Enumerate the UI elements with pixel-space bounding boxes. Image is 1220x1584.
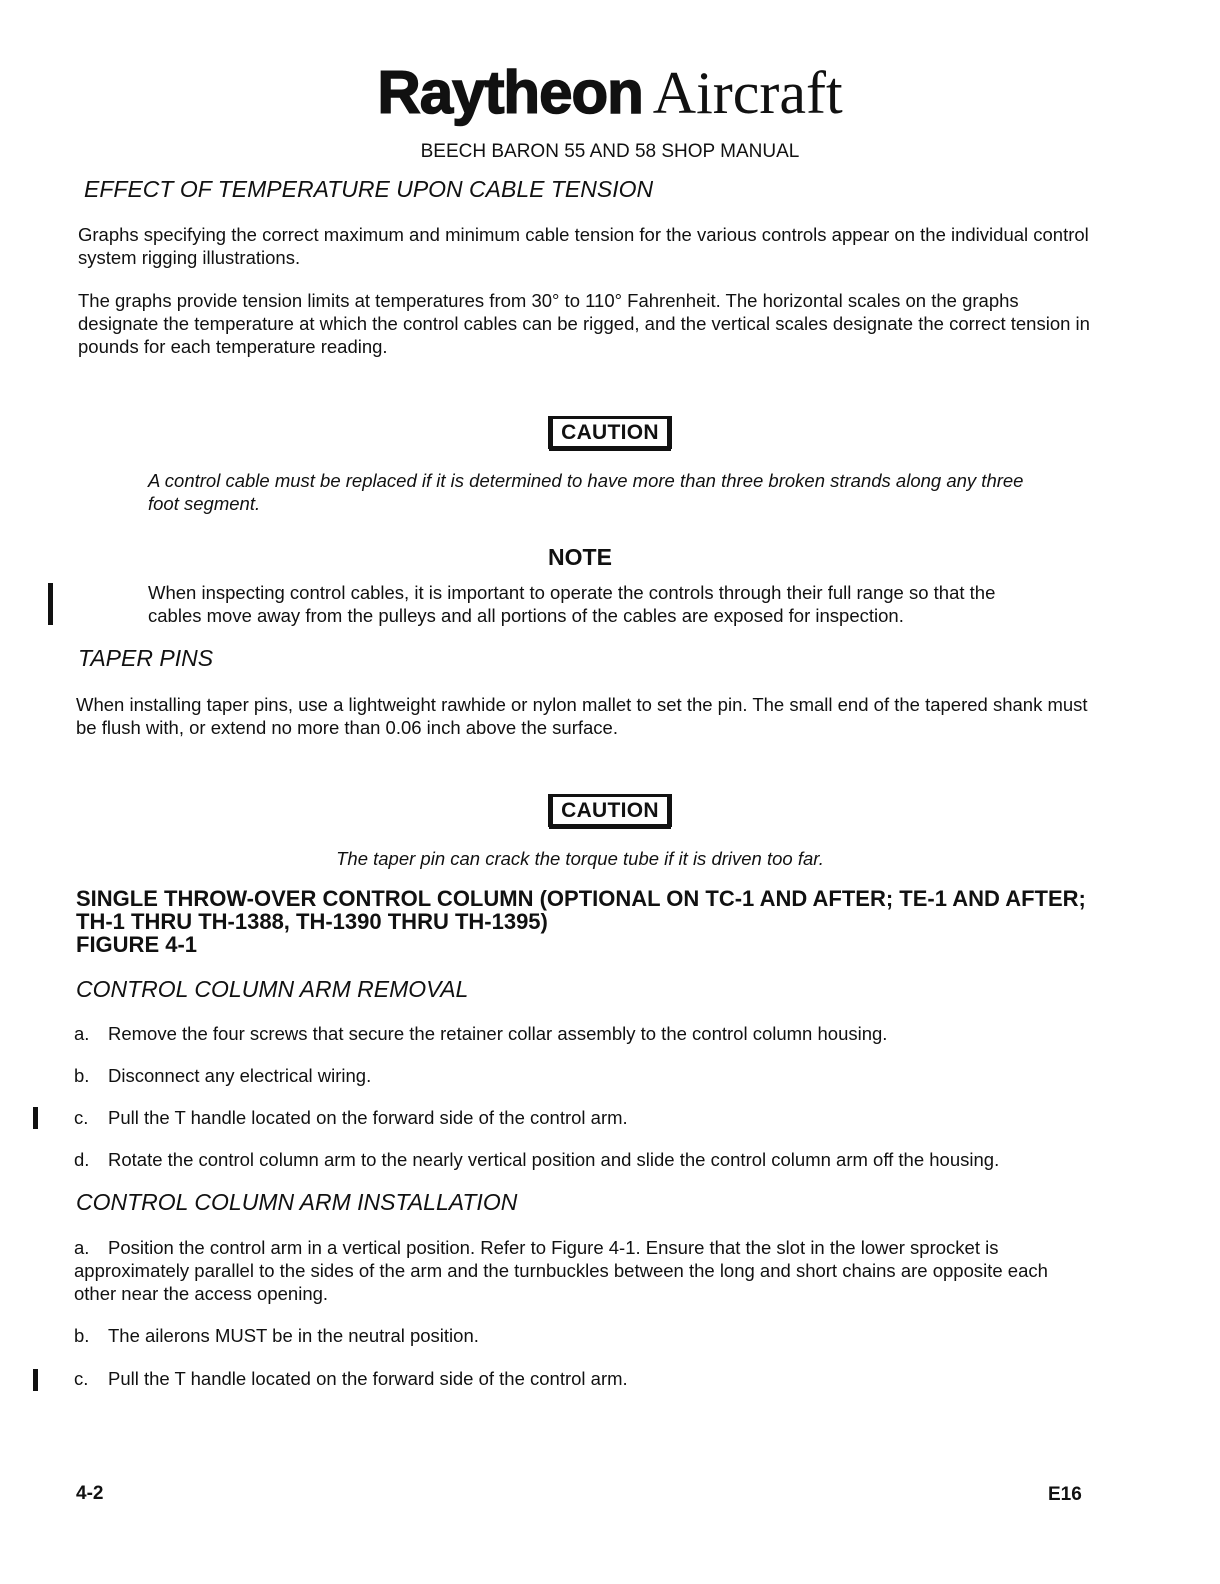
step-label: a.	[74, 1023, 90, 1044]
section-title-control-column: SINGLE THROW-OVER CONTROL COLUMN (OPTIONAL ON TC-1 AND AFTER; TE-1 AND AFTER; TH-1 THRU TH-1388, TH-1390 THRU TH-1395)	[76, 886, 1086, 934]
step-text: Disconnect any electrical wiring.	[108, 1065, 372, 1086]
note-label: NOTE	[548, 544, 612, 570]
change-bar-note	[48, 583, 53, 625]
caution-label-1: CAUTION	[548, 416, 672, 449]
install-step-c	[74, 1367, 1114, 1390]
step-label: c.	[74, 1368, 89, 1389]
step-text: Pull the T handle located on the forward side of the control arm.	[108, 1368, 628, 1389]
caution-label-2: CAUTION	[548, 794, 672, 827]
heading-removal: CONTROL COLUMN ARM REMOVAL	[76, 976, 469, 1002]
logo-product: Aircraft	[652, 60, 843, 126]
step-text: The ailerons MUST be in the neutral position.	[108, 1325, 479, 1346]
figure-reference: FIGURE 4-1	[76, 932, 198, 957]
taper-para: When installing taper pins, use a lightweight rawhide or nylon mallet to set the pin. The small end of the tapered shank must be flush with, or extend no more than 0.06 inch above the surface.	[76, 694, 1088, 738]
install-step-a	[74, 1236, 1094, 1305]
step-label: b.	[74, 1325, 90, 1346]
removal-step-d	[74, 1148, 1134, 1171]
change-bar-install-c	[33, 1369, 38, 1391]
heading-temperature: EFFECT OF TEMPERATURE UPON CABLE TENSION	[84, 176, 654, 202]
step-label: b.	[74, 1065, 90, 1086]
caution-box-1	[0, 416, 1220, 449]
step-text: Pull the T handle located on the forward side of the control arm.	[108, 1107, 628, 1128]
step-text: Remove the four screws that secure the retainer collar assembly to the control column housing.	[108, 1023, 888, 1044]
step-label: a.	[74, 1237, 90, 1258]
step-label: d.	[74, 1149, 90, 1170]
brand-logo	[0, 58, 1220, 128]
change-bar-removal-c	[33, 1107, 38, 1129]
temperature-para-1: Graphs specifying the correct maximum and minimum cable tension for the various controls appear on the individual control system rigging illustrations.	[78, 224, 1089, 268]
revision-code: E16	[1048, 1484, 1082, 1505]
removal-step-c	[74, 1106, 1114, 1129]
step-text: Rotate the control column arm to the nearly vertical position and slide the control column arm off the housing.	[108, 1149, 1000, 1170]
caution-text-2: The taper pin can crack the torque tube if it is driven too far.	[336, 848, 824, 869]
page-number: 4-2	[76, 1483, 104, 1504]
heading-taper-pins: TAPER PINS	[78, 645, 214, 671]
logo-brand: Raytheon	[377, 59, 643, 126]
caution-box-2	[0, 794, 1220, 827]
removal-step-b	[74, 1064, 1114, 1087]
removal-step-a	[74, 1022, 1114, 1045]
caution-text-1: A control cable must be replaced if it is determined to have more than three broken strands along any three foot segment.	[148, 470, 1024, 514]
install-step-b	[74, 1324, 1114, 1347]
step-label: c.	[74, 1107, 89, 1128]
note-text: When inspecting control cables, it is important to operate the controls through their full range so that the cables move away from the pulleys and all portions of the cables are exposed for inspection.	[148, 582, 996, 626]
temperature-para-2: The graphs provide tension limits at temperatures from 30° to 110° Fahrenheit. The horizontal scales on the graphs designate the temperature at which the control cables can be rigged, and the vertical scales designate the correct tension in pounds for each temperature reading.	[78, 290, 1090, 357]
heading-installation: CONTROL COLUMN ARM INSTALLATION	[76, 1189, 518, 1215]
step-text: Position the control arm in a vertical position. Refer to Figure 4-1. Ensure that the slot in the lower sprocket is approximately parallel to the sides of the arm and the turnbuckles between the long and short chains are opposite each other near the access opening.	[74, 1237, 1048, 1304]
manual-title: BEECH BARON 55 AND 58 SHOP MANUAL	[420, 141, 800, 162]
